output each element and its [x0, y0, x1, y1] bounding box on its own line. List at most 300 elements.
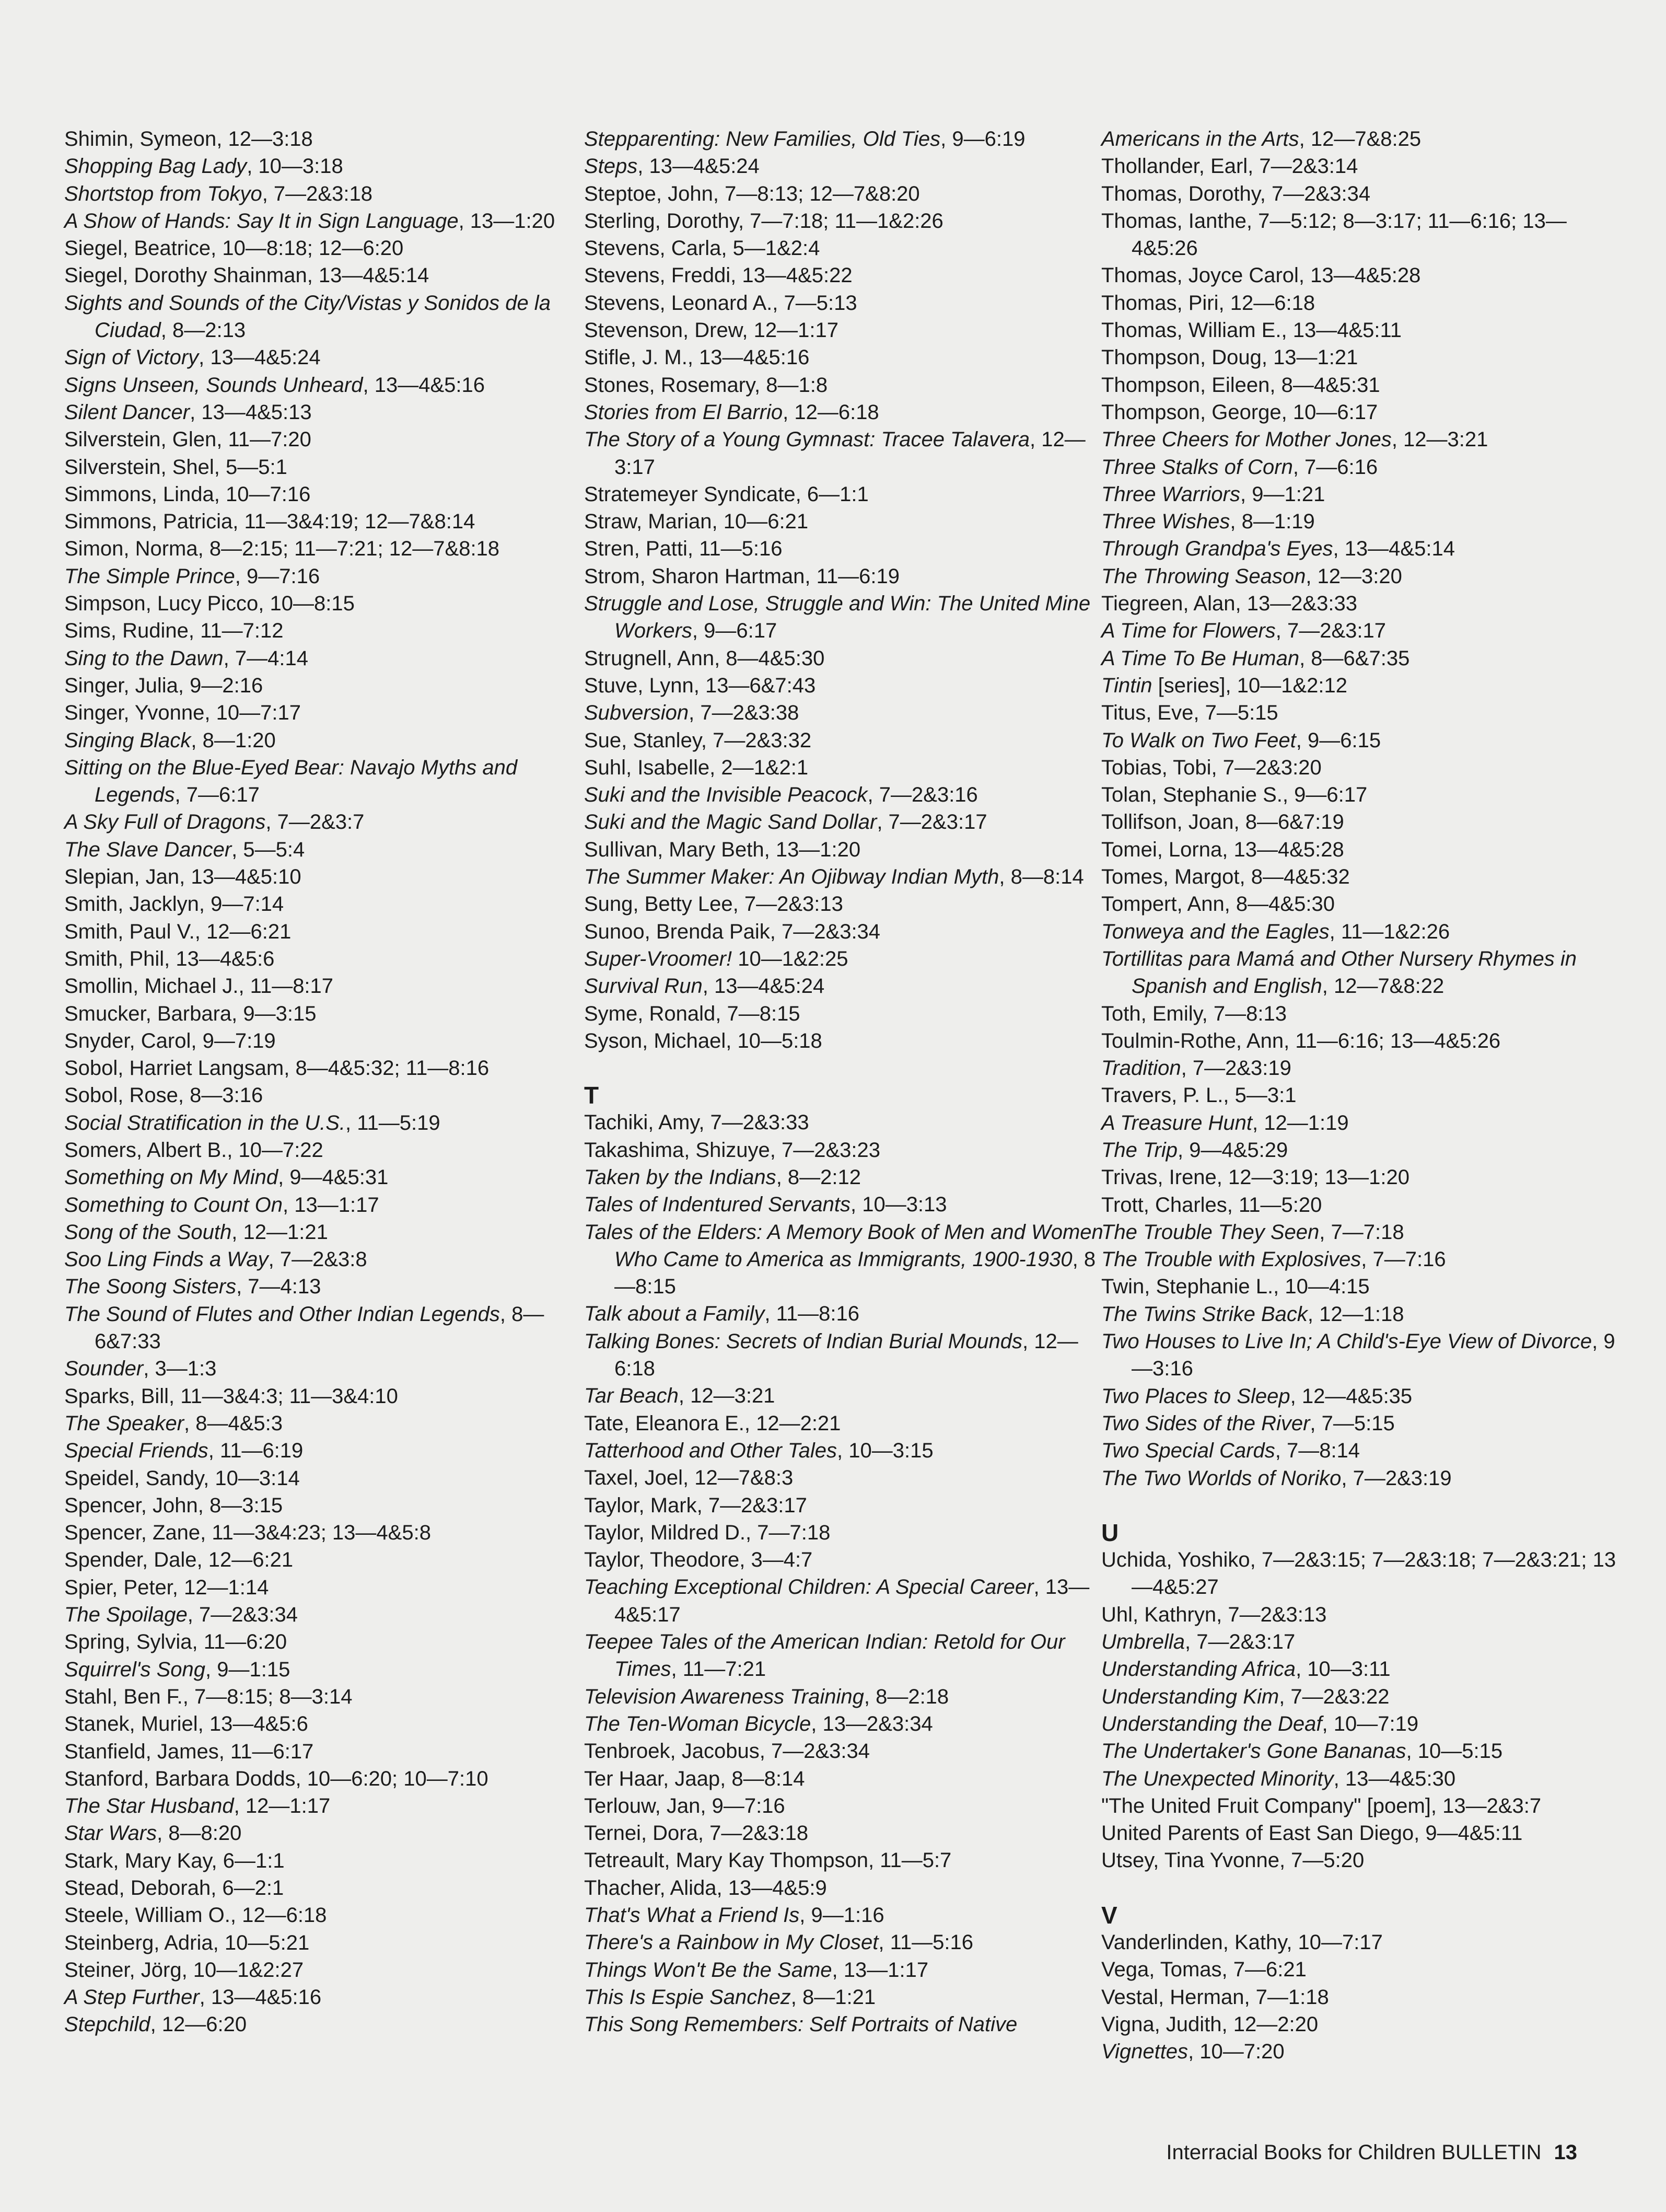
index-entry: Sobol, Harriet Langsam, 8—4&5:32; 11—8:16 [64, 1057, 490, 1080]
index-entry [1101, 535, 1624, 562]
index-entry: Stifle, J. M., 13—4&5:16 [584, 346, 810, 369]
entry-reference: , 7—7:16 [1361, 1248, 1446, 1271]
entry-reference: , 13—4&5:24 [702, 975, 825, 998]
index-entry: Tompert, Ann, 8—4&5:30 [1101, 893, 1335, 916]
entry-title: This Is Espie Sanchez [584, 1985, 791, 2009]
entry-reference: , 7—4:13 [236, 1275, 321, 1299]
entry-title: Survival Run [584, 975, 703, 998]
index-entry [584, 426, 1106, 481]
index-entry: Thompson, Eileen, 8—4&5:31 [1101, 373, 1380, 397]
index-entry [584, 399, 1106, 426]
index-entry [64, 289, 587, 344]
entry-reference: , 9—6:17 [692, 619, 777, 643]
entry-reference: , 11—5:16 [878, 1931, 974, 1954]
index-entry: Sobol, Rose, 8—3:16 [64, 1084, 263, 1107]
index-entry [1101, 2038, 1624, 2065]
entry-reference: , 9—6:15 [1296, 728, 1381, 752]
index-entry: Smith, Jacklyn, 9—7:14 [64, 893, 284, 916]
entry-reference: , 11—7:21 [671, 1658, 766, 1681]
entry-reference: , 10—3:13 [850, 1193, 947, 1217]
index-entry [1101, 1683, 1624, 1710]
index-entry: Steele, William O., 12—6:18 [64, 1904, 327, 1927]
entry-title: The Throwing Season [1101, 564, 1306, 588]
entry-reference: , 11—5:19 [345, 1111, 440, 1134]
index-entry [64, 1109, 587, 1137]
entry-reference: , 8—2:12 [776, 1165, 861, 1189]
index-entry [64, 1246, 587, 1273]
entry-title: The Ten-Woman Bicycle [584, 1712, 811, 1735]
index-entry: Suhl, Isabelle, 2—1&2:1 [584, 756, 809, 779]
index-entry [64, 1191, 587, 1219]
entry-title: Two Houses to Live In; A Child's-Eye View of Divorce [1101, 1330, 1592, 1353]
index-entry [584, 699, 1106, 726]
index-entry [1101, 1109, 1624, 1137]
entry-reference: , 8—4&5:3 [184, 1411, 283, 1435]
index-entry [64, 1656, 587, 1683]
entry-title: Singing Black [64, 728, 191, 752]
index-entry [584, 125, 1106, 153]
entry-title: Steps [584, 155, 638, 178]
entry-reference: , 12—6:18 [783, 400, 879, 424]
entry-title: Something to Count On [64, 1193, 283, 1217]
entry-title: Star Wars [64, 1822, 157, 1845]
publication-name: Interracial Books for Children BULLETIN [1166, 2141, 1542, 2164]
index-entry: Utsey, Tina Yvonne, 7—5:20 [1101, 1849, 1365, 1872]
entry-title: Shopping Bag Lady [64, 155, 247, 178]
entry-reference: , 13—4&5:16 [363, 373, 485, 397]
entry-title: Stories from El Barrio [584, 400, 783, 424]
index-entry: Singer, Yvonne, 10—7:17 [64, 701, 301, 725]
entry-reference: , 11—1&2:26 [1329, 920, 1450, 943]
entry-title: Three Wishes [1101, 510, 1230, 534]
entry-title: Tales of Indentured Servants [584, 1193, 851, 1217]
index-entry: Vega, Tomas, 7—6:21 [1101, 1958, 1307, 1982]
entry-title: Things Won't Be the Same [584, 1958, 832, 1982]
index-entry: Spender, Dale, 12—6:21 [64, 1548, 294, 1572]
entry-reference: , 7—2&3:19 [1341, 1466, 1452, 1490]
entry-title: Talking Bones: Secrets of Indian Burial Mounds [584, 1329, 1023, 1353]
entry-reference: , 12—1:18 [1307, 1302, 1404, 1326]
index-entry [64, 754, 587, 809]
entry-reference: , 9—1:16 [799, 1904, 884, 1927]
entry-title: The Two Worlds of Noriko [1101, 1466, 1342, 1490]
index-entry: Tetreault, Mary Kay Thompson, 11—5:7 [584, 1849, 952, 1872]
entry-title: A Step Further [64, 1986, 200, 2009]
index-entry: Smith, Phil, 13—4&5:6 [64, 947, 275, 970]
entry-title: The Undertaker's Gone Bananas [1101, 1740, 1406, 1763]
index-entry [64, 1601, 587, 1628]
entry-title: Tintin [1101, 674, 1152, 697]
index-entry: Stanek, Muriel, 13—4&5:6 [64, 1712, 308, 1736]
entry-title: Squirrel's Song [64, 1658, 205, 1681]
index-entry [584, 808, 1106, 836]
index-entry [1101, 1410, 1624, 1437]
entry-title: Through Grandpa's Eyes [1101, 537, 1333, 561]
index-entry: Thomas, Joyce Carol, 13—4&5:28 [1101, 264, 1421, 287]
index-entry: Uchida, Yoshiko, 7—2&3:15; 7—2&3:18; 7—2&3:21; 13—4&5:27 [1101, 1548, 1616, 1599]
entry-reference: , 10—7:20 [1188, 2040, 1285, 2064]
entry-title: A Treasure Hunt [1101, 1111, 1253, 1134]
entry-reference: , 12—3:20 [1306, 564, 1402, 588]
entry-title: There's a Rainbow in My Closet [584, 1931, 879, 1954]
entry-reference: , 5—5:4 [231, 838, 305, 861]
index-entry: Siegel, Dorothy Shainman, 13—4&5:14 [64, 264, 429, 287]
index-entry [584, 781, 1106, 808]
index-entry: Smucker, Barbara, 9—3:15 [64, 1002, 317, 1025]
index-entry: Syson, Michael, 10—5:18 [584, 1029, 822, 1052]
section-spacer [1101, 1874, 1624, 1902]
index-entry: Syme, Ronald, 7—8:15 [584, 1002, 800, 1025]
entry-title: A Time To Be Human [1101, 646, 1300, 670]
entry-reference: , 13—4&5:24 [637, 155, 760, 178]
index-entry [584, 1382, 1106, 1409]
page-footer [1166, 2141, 1577, 2164]
index-entry: Silverstein, Shel, 5—5:1 [64, 455, 287, 479]
index-entry: Takashima, Shizuye, 7—2&3:23 [584, 1138, 880, 1162]
index-entry: Tomei, Lorna, 13—4&5:28 [1101, 838, 1344, 861]
entry-title: The Slave Dancer [64, 838, 232, 861]
index-entry: Tachiki, Amy, 7—2&3:33 [584, 1111, 809, 1134]
index-entry: Titus, Eve, 7—5:15 [1101, 701, 1278, 725]
entry-reference: , 12—1:17 [234, 1794, 331, 1818]
index-entry [1101, 617, 1624, 644]
entry-reference: , 13—4&5:24 [199, 346, 321, 369]
index-entry [64, 727, 587, 754]
index-entry: Thompson, George, 10—6:17 [1101, 400, 1378, 424]
index-entry [64, 180, 587, 207]
index-entry: Thollander, Earl, 7—2&3:14 [1101, 155, 1358, 178]
index-entry: Sullivan, Mary Beth, 13—1:20 [584, 838, 861, 861]
entry-title: To Walk on Two Feet [1101, 728, 1296, 752]
index-entry [64, 153, 587, 180]
index-entry: Tenbroek, Jacobus, 7—2&3:34 [584, 1740, 870, 1763]
entry-title: Three Cheers for Mother Jones [1101, 428, 1392, 451]
index-entry [1101, 1765, 1624, 1792]
entry-reference: , 13—4&5:30 [1333, 1767, 1456, 1790]
index-entry: "The United Fruit Company" [poem], 13—2&3:7 [1101, 1794, 1542, 1817]
entry-title: Tatterhood and Other Tales [584, 1439, 837, 1462]
index-entry: Uhl, Kathryn, 7—2&3:13 [1101, 1603, 1327, 1626]
index-entry: Stevens, Leonard A., 7—5:13 [584, 291, 857, 315]
entry-reference: , 12—1:21 [231, 1220, 328, 1244]
entry-reference: , 8—2:18 [864, 1685, 949, 1708]
index-entry [584, 1328, 1106, 1383]
index-entry: Thacher, Alida, 13—4&5:9 [584, 1876, 827, 1900]
index-entry: Spring, Sylvia, 11—6:20 [64, 1630, 287, 1654]
index-entry: Taylor, Theodore, 3—4:7 [584, 1548, 813, 1572]
entry-title: The Simple Prince [64, 564, 235, 588]
entry-title: Special Friends [64, 1439, 208, 1463]
entry-title: The Unexpected Minority [1101, 1767, 1334, 1790]
entry-title: Social Stratification in the U.S. [64, 1111, 346, 1134]
index-entry [64, 1301, 587, 1356]
index-entry: Steinberg, Adria, 10—5:21 [64, 1931, 310, 1954]
entry-reference: , 7—2&3:38 [689, 701, 799, 725]
entry-reference: , 13—4&5:14 [1333, 537, 1455, 561]
index-entry: Twin, Stephanie L., 10—4:15 [1101, 1275, 1370, 1299]
entry-title: Vignettes [1101, 2040, 1189, 2064]
entry-title: Sitting on the Blue-Eyed Bear: Navajo Myths and Legends [64, 756, 518, 807]
entry-title: The Trip [1101, 1138, 1178, 1162]
index-entry [1101, 945, 1624, 1000]
index-entry [1101, 481, 1624, 508]
entry-reference: , 7—2&3:34 [187, 1603, 298, 1627]
index-entry [64, 372, 587, 399]
index-entry: Slepian, Jan, 13—4&5:10 [64, 865, 301, 889]
index-entry: Travers, P. L., 5—3:1 [1101, 1084, 1297, 1107]
entry-reference: , 11—6:19 [208, 1439, 304, 1463]
index-entry [64, 1410, 587, 1437]
entry-reference: , 7—2&3:17 [1275, 619, 1387, 643]
entry-reference: , 13—2&3:34 [811, 1712, 933, 1735]
index-entry [584, 1437, 1106, 1464]
entry-title: Teaching Exceptional Children: A Special Career [584, 1576, 1034, 1599]
entry-title: The Spoilage [64, 1603, 188, 1627]
entry-reference: , 8—8:14 [999, 865, 1084, 889]
index-entry: Terlouw, Jan, 9—7:16 [584, 1794, 785, 1817]
entry-title: Taken by the Indians [584, 1165, 776, 1189]
entry-reference: , 7—5:15 [1310, 1411, 1395, 1435]
entry-reference: , 12—3:17 [614, 428, 1086, 479]
index-entry [1101, 672, 1624, 699]
index-entry: Ter Haar, Jaap, 8—8:14 [584, 1767, 805, 1790]
entry-title: Song of the South [64, 1220, 232, 1244]
index-entry [1101, 1328, 1624, 1383]
index-entry: Stead, Deborah, 6—2:1 [64, 1877, 284, 1900]
entry-title: A Show of Hands: Say It in Sign Language [64, 209, 459, 233]
entry-title: Understanding Africa [1101, 1658, 1296, 1681]
entry-reference: , 12—6:18 [614, 1329, 1078, 1381]
index-entry: Thomas, Ianthe, 7—5:12; 8—3:17; 11—6:16; 13—4&5:26 [1101, 209, 1567, 260]
index-entry: Tolan, Stephanie S., 9—6:17 [1101, 783, 1368, 807]
index-column-2 [584, 125, 1106, 2038]
index-entry [584, 1984, 1106, 2011]
index-entry: Stratemeyer Syndicate, 6—1:1 [584, 482, 869, 506]
page-number: 13 [1554, 2141, 1577, 2164]
index-entry: Taylor, Mark, 7—2&3:17 [584, 1493, 807, 1517]
entry-title: Understanding Kim [1101, 1685, 1279, 1708]
index-entry [64, 2011, 587, 2038]
index-entry [1101, 1710, 1624, 1738]
index-entry [1101, 1301, 1624, 1328]
entry-title: The Sound of Flutes and Other Indian Legends [64, 1302, 500, 1326]
index-entry [584, 1219, 1106, 1301]
index-entry: Sue, Stanley, 7—2&3:32 [584, 728, 812, 752]
entry-reference: 10—1&2:25 [732, 947, 848, 970]
index-entry [64, 808, 587, 836]
entry-title: Stepparenting: New Families, Old Ties [584, 128, 941, 150]
entry-title: Understanding the Deaf [1101, 1712, 1322, 1735]
index-entry [584, 1573, 1106, 1628]
index-entry: Tollifson, Joan, 8—6&7:19 [1101, 810, 1344, 834]
index-entry: Thomas, Dorothy, 7—2&3:34 [1101, 182, 1371, 205]
entry-title: Tradition [1101, 1057, 1181, 1080]
index-entry [64, 1355, 587, 1382]
index-entry: Steiner, Jörg, 10—1&2:27 [64, 1958, 304, 1982]
entry-reference: , 13—4&5:13 [190, 400, 312, 424]
entry-reference: , 8—8:15 [614, 1247, 1096, 1299]
index-column-3 [1101, 125, 1624, 2065]
index-entry [1101, 727, 1624, 754]
entry-reference: , 7—2&3:8 [268, 1248, 367, 1271]
entry-title: Television Awareness Training [584, 1685, 864, 1708]
index-entry: United Parents of East San Diego, 9—4&5:11 [1101, 1822, 1523, 1845]
entry-reference: , 12—1:19 [1252, 1111, 1349, 1134]
entry-title: Tales of the Elders: A Memory Book of Men and Women Who Came to America as Immigrants, 1900-1930 [584, 1220, 1103, 1271]
index-entry [1101, 508, 1624, 535]
index-entry: Stanfield, James, 11—6:17 [64, 1740, 314, 1763]
index-entry [584, 863, 1106, 890]
entry-reference: , 8—6&7:35 [1299, 646, 1410, 670]
entry-reference: , 8—8:20 [157, 1822, 242, 1845]
index-entry [584, 1164, 1106, 1191]
index-entry: Simpson, Lucy Picco, 10—8:15 [64, 592, 355, 616]
entry-reference: , 7—8:14 [1275, 1439, 1360, 1463]
index-entry: Stark, Mary Kay, 6—1:1 [64, 1849, 285, 1872]
index-entry [64, 1437, 587, 1464]
index-entry: Stanford, Barbara Dodds, 10—6:20; 10—7:10 [64, 1767, 488, 1790]
entry-title: The Star Husband [64, 1794, 234, 1818]
entry-reference: , 8—1:20 [191, 728, 276, 752]
index-entry: Straw, Marian, 10—6:21 [584, 510, 809, 534]
section-spacer [1101, 1492, 1624, 1519]
entry-title: Umbrella [1101, 1630, 1185, 1654]
index-entry: Sparks, Bill, 11—3&4:3; 11—3&4:10 [64, 1384, 398, 1408]
entry-reference: , 8—1:19 [1230, 510, 1315, 534]
index-entry: Thomas, Piri, 12—6:18 [1101, 291, 1315, 315]
index-entry [584, 1300, 1106, 1327]
section-letter-heading: V [1101, 1901, 1117, 1929]
entry-title: Something on My Mind [64, 1166, 278, 1189]
index-entry [584, 1902, 1106, 1929]
index-column-1 [64, 125, 587, 2039]
entry-title: Super-Vroomer! [584, 947, 732, 970]
index-entry [584, 153, 1106, 180]
entry-title: The Twins Strike Back [1101, 1302, 1308, 1326]
entry-reference: , 8—6&7:33 [95, 1302, 544, 1353]
entry-title: A Time for Flowers [1101, 619, 1276, 643]
index-entry: Spencer, John, 8—3:15 [64, 1493, 283, 1517]
index-entry [64, 1219, 587, 1246]
index-entry: Sims, Rudine, 11—7:12 [64, 619, 284, 643]
index-entry [584, 1628, 1106, 1683]
entry-title: Sights and Sounds of the City/Vistas y Sonidos de la Ciudad [64, 291, 551, 342]
index-entry [1101, 1738, 1624, 1765]
entry-title: The Summer Maker: An Ojibway Indian Myth [584, 865, 999, 889]
index-entry: Strom, Sharon Hartman, 11—6:19 [584, 564, 900, 588]
entry-reference: , 7—4:14 [223, 646, 308, 670]
entry-title: Sounder [64, 1357, 144, 1381]
entry-title: Stepchild [64, 2013, 150, 2036]
entry-reference: , 7—2&3:16 [867, 783, 978, 807]
entry-reference: , 12—6:20 [150, 2013, 247, 2036]
entry-title: Signs Unseen, Sounds Unheard [64, 373, 363, 397]
section-letter-heading: U [1101, 1519, 1119, 1546]
index-entry: Stuve, Lynn, 13—6&7:43 [584, 674, 816, 697]
entry-reference: [series], 10—1&2:12 [1152, 674, 1348, 697]
entry-reference: , 13—1:17 [283, 1193, 379, 1217]
index-entry: Sterling, Dorothy, 7—7:18; 11—1&2:26 [584, 209, 943, 233]
index-entry: Simmons, Linda, 10—7:16 [64, 482, 311, 506]
entry-reference: , 12—3:21 [678, 1384, 775, 1408]
entry-reference: , 10—3:18 [247, 155, 343, 178]
index-entry: Simmons, Patricia, 11—3&4:19; 12—7&8:14 [64, 510, 475, 534]
entry-title: Three Warriors [1101, 482, 1240, 506]
index-entry: Stren, Patti, 11—5:16 [584, 537, 783, 561]
index-entry [1101, 125, 1624, 153]
entry-reference: , 7—6:16 [1292, 455, 1378, 479]
entry-title: The Story of a Young Gymnast: Tracee Talavera [584, 428, 1030, 451]
index-entry: Steptoe, John, 7—8:13; 12—7&8:20 [584, 182, 920, 205]
entry-reference: , 12—7&8:22 [1322, 975, 1444, 998]
index-entry: Thompson, Doug, 13—1:21 [1101, 346, 1358, 369]
index-entry: Stevenson, Drew, 12—1:17 [584, 319, 838, 342]
entry-title: Shortstop from Tokyo [64, 182, 262, 205]
entry-title: Tonweya and the Eagles [1101, 920, 1330, 943]
entry-reference: , 12—4&5:35 [1290, 1384, 1413, 1408]
entry-reference: , 7—6:17 [174, 783, 260, 807]
index-entry [1101, 1628, 1624, 1655]
index-entry: Vanderlinden, Kathy, 10—7:17 [1101, 1931, 1383, 1954]
entry-reference: , 7—2&3:17 [877, 810, 987, 834]
index-entry [584, 1929, 1106, 1956]
index-entry: Silverstein, Glen, 11—7:20 [64, 428, 311, 451]
index-entry [64, 1273, 587, 1300]
index-entry [584, 2011, 1106, 2038]
entry-reference: , 13—4&5:16 [199, 1986, 322, 2009]
index-entry: Singer, Julia, 9—2:16 [64, 674, 263, 697]
entry-reference: , 7—2&3:18 [262, 182, 372, 205]
index-entry [64, 1792, 587, 1820]
entry-reference: , 10—3:15 [837, 1439, 934, 1462]
index-entry: Trott, Charles, 11—5:20 [1101, 1193, 1322, 1217]
entry-title: Two Places to Sleep [1101, 1384, 1290, 1408]
entry-title: Two Special Cards [1101, 1439, 1275, 1463]
entry-reference: , 7—2&3:7 [265, 810, 365, 834]
index-entry [1101, 1219, 1624, 1246]
index-entry: Toth, Emily, 7—8:13 [1101, 1002, 1287, 1025]
entry-title: Two Sides of the River [1101, 1411, 1310, 1435]
index-entry: Taylor, Mildred D., 7—7:18 [584, 1521, 831, 1544]
entry-title: Silent Dancer [64, 400, 190, 424]
entry-reference: , 9—6:19 [940, 128, 1026, 150]
index-entry [1101, 645, 1624, 672]
index-entry [1101, 918, 1624, 945]
entry-reference: , 11—8:16 [764, 1302, 859, 1326]
index-entry [1101, 426, 1624, 453]
entry-reference: , 9—3:16 [1132, 1330, 1615, 1381]
entry-reference: , 8—1:21 [790, 1985, 876, 2009]
index-entry: Sunoo, Brenda Paik, 7—2&3:34 [584, 920, 881, 943]
entry-reference: , 10—7:19 [1322, 1712, 1419, 1735]
entry-reference: , 9—4&5:31 [278, 1166, 389, 1189]
entry-title: The Trouble with Explosives [1101, 1248, 1361, 1271]
index-entry: Shimin, Symeon, 12—3:18 [64, 128, 313, 150]
entry-reference: , 13—1:17 [832, 1958, 929, 1982]
index-entry: Simon, Norma, 8—2:15; 11—7:21; 12—7&8:18 [64, 537, 500, 561]
index-entry: Taxel, Joel, 12—7&8:3 [584, 1466, 794, 1490]
index-entry: Toulmin-Rothe, Ann, 11—6:16; 13—4&5:26 [1101, 1029, 1501, 1052]
entry-title: Tar Beach [584, 1384, 679, 1408]
index-entry [64, 1984, 587, 2011]
entry-title: Suki and the Magic Sand Dollar [584, 810, 877, 834]
index-entry: Spier, Peter, 12—1:14 [64, 1576, 269, 1599]
entry-reference: , 7—2&3:19 [1181, 1057, 1291, 1080]
index-entry: Tomes, Margot, 8—4&5:32 [1101, 865, 1350, 889]
index-entry: Smollin, Michael J., 11—8:17 [64, 975, 334, 998]
entry-reference: , 9—1:21 [1240, 482, 1325, 506]
entry-title: The Trouble They Seen [1101, 1220, 1320, 1244]
